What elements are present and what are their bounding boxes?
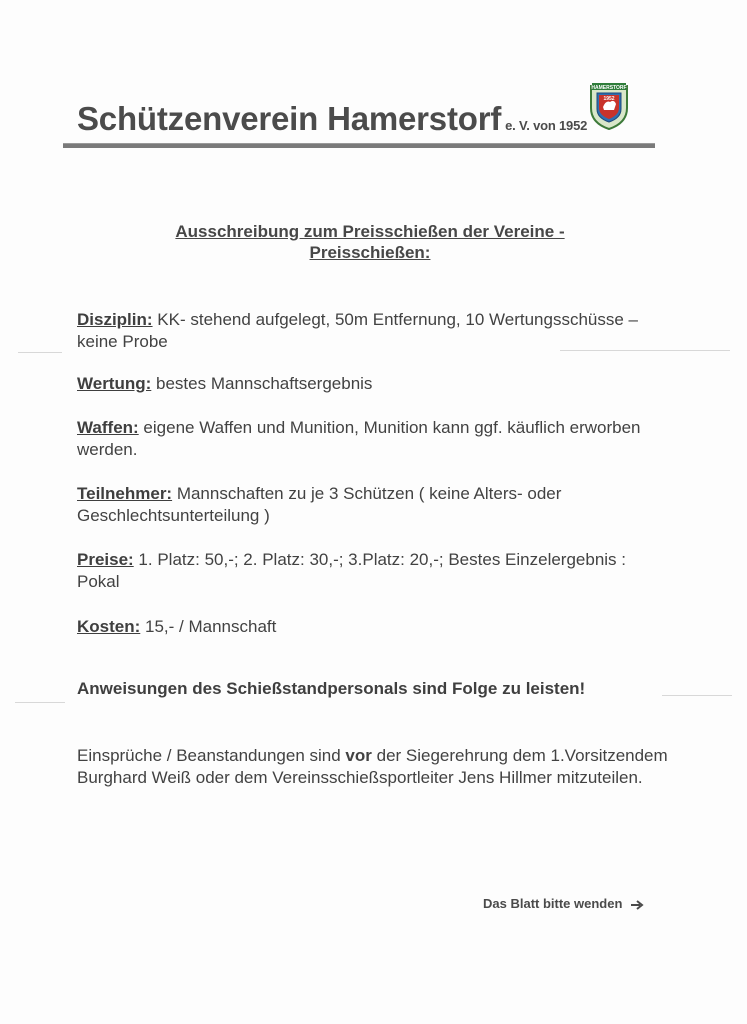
page-title (77, 100, 587, 138)
objection-text-after: der Siegerehrung dem 1.Vorsitzendem Burghard Weiß oder dem Vereinsschießsportleiter Jens Hillmer mitzuteilen. (77, 746, 668, 787)
teilnehmer-text: Mannschaften zu je 3 Schützen ( keine Alters- oder Geschlechtsunterteilung ) (77, 484, 562, 525)
preise-label: Preise: (77, 550, 134, 569)
waffen-label: Waffen: (77, 418, 139, 437)
header-divider (63, 143, 655, 148)
objection-text-before: Einsprüche / Beanstandungen sind (77, 746, 346, 765)
scan-artifact-line (560, 350, 730, 351)
subtitle-line-1: Ausschreibung zum Preisschießen der Vereine - (175, 222, 565, 241)
scan-artifact-line (15, 702, 65, 703)
safety-notice: Anweisungen des Schießstandpersonals sind Folge zu leisten! (77, 679, 586, 698)
section-disziplin (77, 309, 667, 353)
club-suffix: e. V. von 1952 (505, 118, 588, 133)
wertung-text: bestes Mannschaftsergebnis (151, 374, 373, 393)
section-wertung (77, 373, 667, 395)
scan-artifact-line (18, 352, 62, 353)
section-waffen (77, 417, 667, 461)
subtitle-line-2: Preisschießen: (309, 243, 431, 262)
teilnehmer-label: Teilnehmer: (77, 484, 173, 503)
crest-banner-text: HAMERSTORF (591, 85, 627, 91)
arrow-right-icon (630, 900, 644, 910)
disziplin-text: KK- stehend aufgelegt, 50m Entfernung, 10 Wertungsschüsse – keine Probe (77, 310, 638, 351)
kosten-text: 15,- / Mannschaft (140, 617, 277, 636)
crest-year: 1952 (603, 96, 615, 102)
club-name: Schützenverein Hamerstorf (77, 100, 502, 137)
scan-artifact-line (662, 695, 732, 696)
disziplin-label: Disziplin: (77, 310, 153, 329)
objection-paragraph (77, 745, 677, 789)
section-teilnehmer (77, 483, 667, 527)
document-subtitle (100, 221, 640, 263)
kosten-label: Kosten: (77, 617, 141, 636)
section-preise (77, 549, 667, 593)
turn-page-note (483, 896, 644, 911)
wertung-label: Wertung: (77, 374, 152, 393)
objection-emphasis: vor (345, 746, 372, 765)
preise-text: 1. Platz: 50,-; 2. Platz: 30,-; 3.Platz: 20,-; Bestes Einzelergebnis : Pokal (77, 550, 626, 591)
turn-page-text: Das Blatt bitte wenden (483, 896, 623, 911)
section-kosten (77, 616, 667, 638)
club-crest-icon (588, 80, 630, 130)
waffen-text: eigene Waffen und Munition, Munition kann ggf. käuflich erworben werden. (77, 418, 641, 459)
